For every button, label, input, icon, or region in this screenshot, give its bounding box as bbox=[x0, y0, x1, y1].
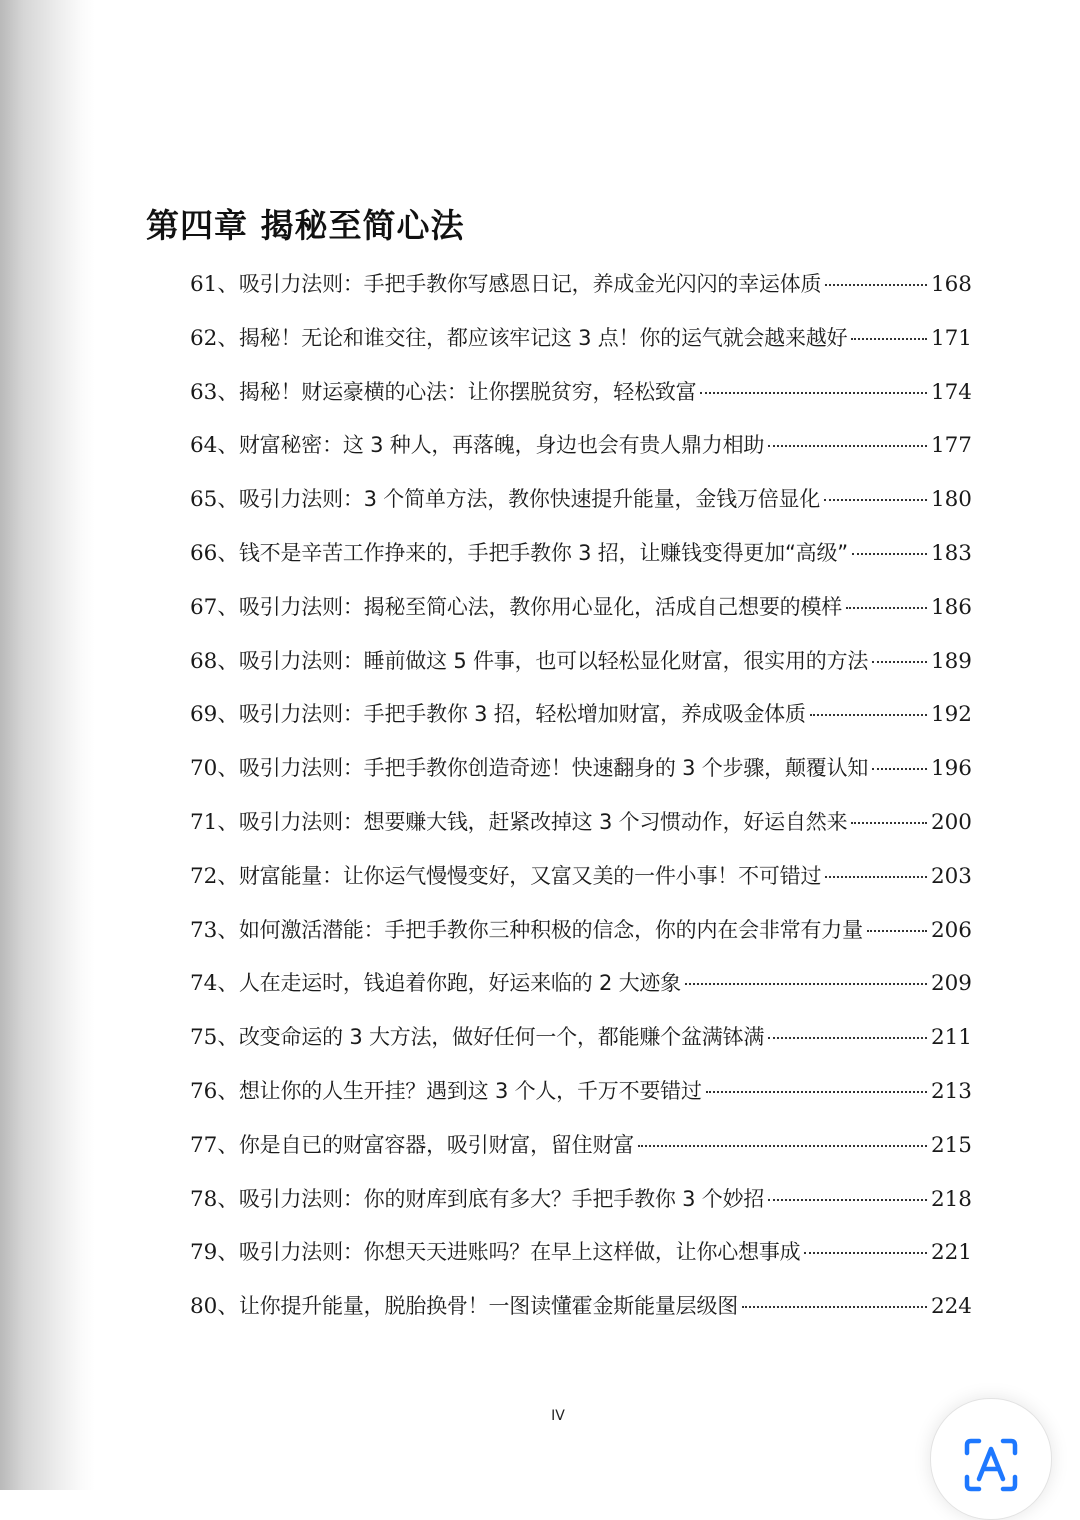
toc-entry-page: 192 bbox=[930, 702, 972, 728]
toc-entry-number: 79 bbox=[190, 1240, 218, 1266]
toc-entry-separator: 、 bbox=[217, 863, 239, 889]
toc-entry-page: 224 bbox=[930, 1294, 972, 1320]
toc-leader-dots bbox=[768, 445, 927, 447]
toc-entry-number: 63 bbox=[190, 379, 218, 405]
toc-entry-number: 64 bbox=[190, 433, 218, 459]
toc-entry-page: 200 bbox=[930, 809, 972, 835]
toc-entry-separator: 、 bbox=[217, 1078, 239, 1104]
toc-entry-page: 174 bbox=[930, 379, 972, 405]
toc-entry-title: 钱不是辛苦工作挣来的，手把手教你 3 招，让赚钱变得更加“高级” bbox=[238, 540, 848, 565]
toc-leader-dots bbox=[768, 1199, 927, 1201]
toc-entry-number: 78 bbox=[190, 1186, 218, 1212]
toc-entry bbox=[190, 796, 972, 850]
toc-leader-dots bbox=[825, 876, 927, 878]
toc-entry-separator: 、 bbox=[217, 540, 239, 566]
toc-leader-dots bbox=[872, 661, 927, 663]
toc-entry-number: 76 bbox=[190, 1078, 218, 1104]
toc-entry-title: 吸引力法则：3 个简单方法，教你快速提升能量，金钱万倍显化 bbox=[238, 487, 821, 512]
toc-entry-title: 吸引力法则：手把手教你 3 招，轻松增加财富，养成吸金体质 bbox=[238, 702, 806, 727]
toc-entry bbox=[190, 957, 972, 1011]
toc-entry bbox=[190, 366, 972, 420]
toc-leader-dots bbox=[685, 983, 927, 985]
toc-entry bbox=[190, 742, 972, 796]
toc-entry-separator: 、 bbox=[217, 1294, 239, 1320]
toc-entry-separator: 、 bbox=[217, 648, 239, 674]
toc-entry-number: 80 bbox=[190, 1294, 218, 1320]
translate-button[interactable] bbox=[930, 1398, 1052, 1520]
toc-entry bbox=[190, 419, 972, 473]
toc-entry-number: 71 bbox=[190, 809, 218, 835]
toc-entry-page: 177 bbox=[930, 433, 972, 459]
toc-entry-separator: 、 bbox=[217, 702, 239, 728]
toc-entry-separator: 、 bbox=[217, 487, 239, 513]
toc-entry-title: 如何激活潜能：手把手教你三种积极的信念，你的内在会非常有力量 bbox=[238, 917, 863, 942]
toc-entry-separator: 、 bbox=[217, 917, 239, 943]
toc-leader-dots bbox=[810, 714, 927, 716]
toc-entry-separator: 、 bbox=[217, 272, 239, 297]
toc-entry bbox=[190, 527, 972, 581]
toc-entry-title: 吸引力法则：手把手教你写感恩日记，养成金光闪闪的幸运体质 bbox=[238, 272, 822, 296]
toc-entry-page: 221 bbox=[930, 1240, 972, 1266]
toc-leader-dots bbox=[872, 768, 927, 770]
toc-entry bbox=[190, 1011, 972, 1065]
toc-entry-title: 吸引力法则：手把手教你创造奇迹！快速翻身的 3 个步骤，颠覆认知 bbox=[238, 756, 869, 781]
toc-leader-dots bbox=[824, 499, 927, 501]
toc-entry-page: 196 bbox=[930, 756, 972, 782]
toc-entry bbox=[190, 581, 972, 635]
toc-entry-separator: 、 bbox=[217, 433, 239, 459]
toc-entry-separator: 、 bbox=[217, 1186, 239, 1212]
toc-entry-title: 财富秘密：这 3 种人，再落魄，身边也会有贵人鼎力相助 bbox=[238, 433, 765, 458]
toc-entry-title: 吸引力法则：你的财库到底有多大？手把手教你 3 个妙招 bbox=[238, 1186, 765, 1211]
toc-leader-dots bbox=[768, 1037, 927, 1039]
toc-entry-page: 186 bbox=[930, 594, 972, 620]
toc-leader-dots bbox=[700, 392, 926, 394]
toc-entry-number: 75 bbox=[190, 1025, 218, 1051]
toc-entry-title: 改变命运的 3 大方法，做好任何一个，都能赚个盆满钵满 bbox=[238, 1025, 765, 1050]
toc-entry bbox=[190, 258, 972, 312]
table-of-contents bbox=[190, 258, 972, 1334]
toc-entry-page: 213 bbox=[930, 1078, 972, 1104]
toc-entry bbox=[190, 312, 972, 366]
toc-leader-dots bbox=[638, 1145, 927, 1147]
toc-entry-page: 203 bbox=[930, 863, 972, 889]
toc-entry-separator: 、 bbox=[217, 1132, 239, 1158]
toc-entry-separator: 、 bbox=[217, 971, 239, 997]
toc-entry bbox=[190, 1065, 972, 1119]
toc-entry-number: 61 bbox=[190, 272, 218, 297]
toc-entry bbox=[190, 635, 972, 689]
toc-entry-title: 吸引力法则：你想天天进账吗？在早上这样做，让你心想事成 bbox=[238, 1240, 801, 1265]
toc-entry-page: 209 bbox=[930, 971, 972, 997]
toc-entry bbox=[190, 904, 972, 958]
toc-entry-title: 让你提升能量，脱胎换骨！一图读懂霍金斯能量层级图 bbox=[238, 1294, 739, 1319]
toc-entry-title: 财富能量：让你运气慢慢变好，又富又美的一件小事！不可错过 bbox=[238, 863, 822, 888]
toc-entry-title: 吸引力法则：揭秘至简心法，教你用心显化，活成自己想要的模样 bbox=[238, 594, 843, 619]
toc-entry-page: 180 bbox=[930, 487, 972, 513]
toc-entry-number: 69 bbox=[190, 702, 218, 728]
toc-entry-page: 183 bbox=[930, 540, 972, 566]
toc-entry-separator: 、 bbox=[217, 756, 239, 782]
toc-entry-page: 211 bbox=[930, 1025, 972, 1051]
toc-entry bbox=[190, 688, 972, 742]
toc-leader-dots bbox=[742, 1306, 927, 1308]
toc-entry-title: 你是自已的财富容器，吸引财富，留住财富 bbox=[238, 1132, 635, 1157]
toc-leader-dots bbox=[852, 553, 927, 555]
toc-entry-number: 68 bbox=[190, 648, 218, 674]
toc-entry-separator: 、 bbox=[217, 1025, 239, 1051]
toc-entry-separator: 、 bbox=[217, 809, 239, 835]
toc-leader-dots bbox=[851, 822, 927, 824]
toc-entry-page: 218 bbox=[930, 1186, 972, 1212]
toc-entry bbox=[190, 1119, 972, 1173]
toc-entry-page: 206 bbox=[930, 917, 972, 943]
toc-entry-separator: 、 bbox=[217, 1240, 239, 1266]
toc-entry-number: 62 bbox=[190, 325, 218, 351]
toc-leader-dots bbox=[851, 338, 927, 340]
toc-entry-title: 揭秘！财运豪横的心法：让你摆脱贫穷，轻松致富 bbox=[238, 379, 697, 404]
toc-entry-separator: 、 bbox=[217, 594, 239, 620]
toc-entry-title: 吸引力法则：睡前做这 5 件事，也可以轻松显化财富，很实用的方法 bbox=[238, 648, 869, 673]
toc-entry bbox=[190, 473, 972, 527]
toc-entry-number: 73 bbox=[190, 917, 218, 943]
toc-entry-separator: 、 bbox=[217, 379, 239, 405]
toc-entry-number: 65 bbox=[190, 487, 218, 513]
toc-leader-dots bbox=[846, 607, 927, 609]
toc-entry-page: 168 bbox=[930, 272, 972, 297]
toc-leader-dots bbox=[804, 1252, 926, 1254]
toc-entry bbox=[190, 850, 972, 904]
toc-entry-number: 74 bbox=[190, 971, 218, 997]
toc-entry-number: 66 bbox=[190, 540, 218, 566]
toc-entry-separator: 、 bbox=[217, 325, 239, 351]
toc-entry-number: 67 bbox=[190, 594, 218, 620]
toc-entry bbox=[190, 1173, 972, 1227]
toc-leader-dots bbox=[867, 930, 927, 932]
toc-entry bbox=[190, 1226, 972, 1280]
translate-icon bbox=[963, 1437, 1019, 1493]
toc-entry-title: 想让你的人生开挂？遇到这 3 个人，千万不要错过 bbox=[238, 1078, 702, 1103]
toc-entry bbox=[190, 1280, 972, 1334]
toc-entry-page: 215 bbox=[930, 1132, 972, 1158]
toc-leader-dots bbox=[825, 284, 927, 286]
toc-entry-page: 171 bbox=[930, 325, 972, 351]
toc-entry-title: 揭秘！无论和谁交往，都应该牢记这 3 点！你的运气就会越来越好 bbox=[238, 325, 848, 350]
toc-entry-page: 189 bbox=[930, 648, 972, 674]
toc-leader-dots bbox=[706, 1091, 927, 1093]
chapter-title: 第四章 揭秘至简心法 bbox=[146, 206, 465, 245]
toc-entry-number: 72 bbox=[190, 863, 218, 889]
toc-entry-number: 70 bbox=[190, 756, 218, 782]
page-number: IV bbox=[551, 1408, 565, 1424]
toc-entry-number: 77 bbox=[190, 1132, 218, 1158]
toc-entry-title: 人在走运时，钱追着你跑，好运来临的 2 大迹象 bbox=[238, 971, 681, 996]
toc-entry-title: 吸引力法则：想要赚大钱，赶紧改掉这 3 个习惯动作，好运自然来 bbox=[238, 809, 848, 834]
